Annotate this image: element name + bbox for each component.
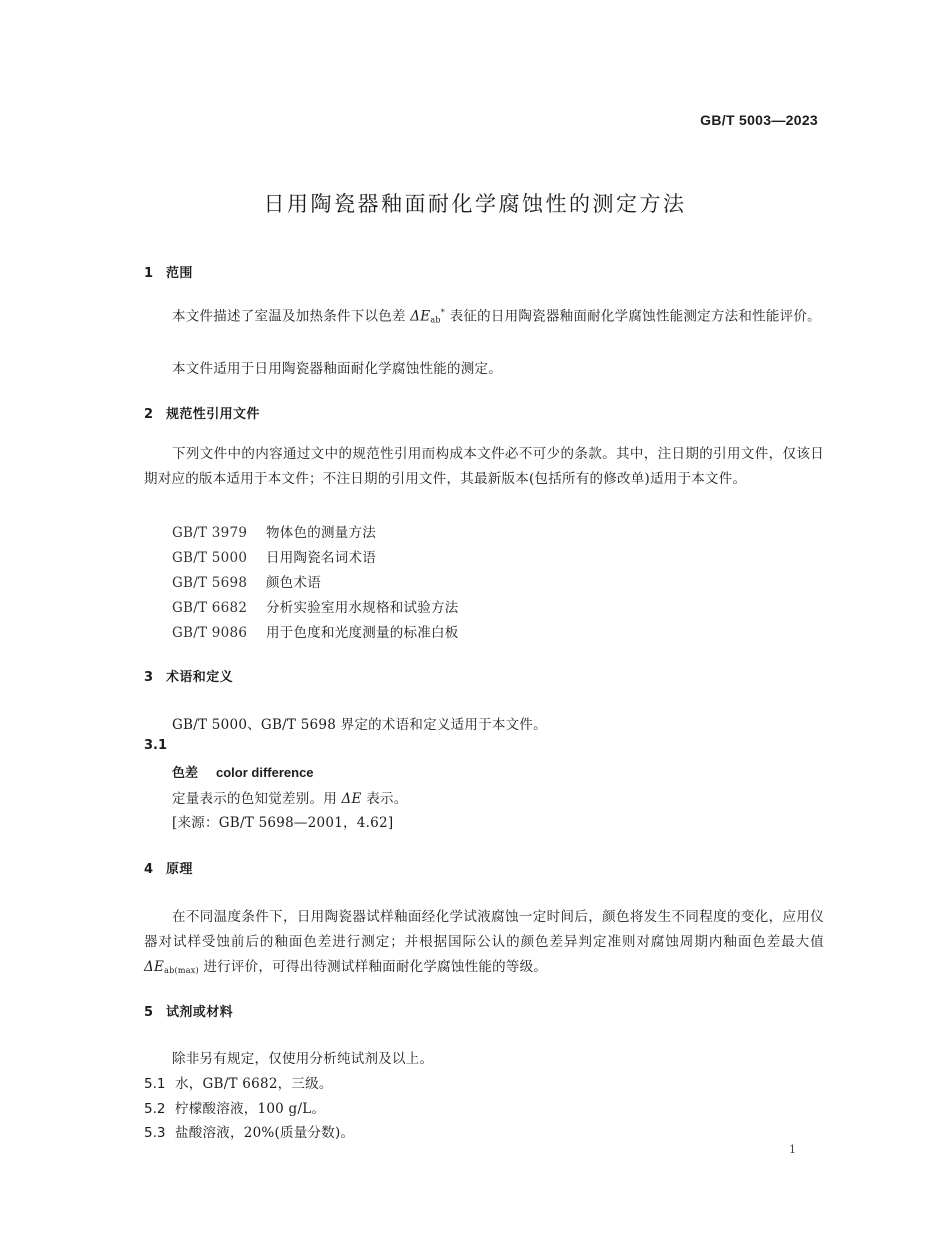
section-3-intro: GB/T 5000、GB/T 5698 界定的术语和定义适用于本文件。	[172, 717, 547, 733]
reference-code: GB/T 6682	[172, 600, 248, 616]
subscript: ab(max)	[164, 966, 199, 975]
section-3-heading	[144, 666, 233, 685]
text: 定量表示的色知觉差别。用	[172, 791, 337, 807]
reference-code: GB/T 5698	[172, 575, 248, 591]
reference-title: 分析实验室用水规格和试验方法	[266, 600, 459, 616]
section-title: 规范性引用文件	[166, 407, 260, 422]
reference-title: 颜色术语	[266, 575, 321, 591]
standard-number: GB/T 5003—2023	[700, 112, 818, 128]
term-source: [来源：GB/T 5698—2001，4.62]	[172, 815, 394, 831]
text: 表征的日用陶瓷器釉面耐化学腐蚀性能测定方法和性能评价。	[449, 308, 821, 325]
reference-code: GB/T 9086	[172, 625, 248, 641]
clause-item	[144, 1072, 333, 1092]
reference-title: 物体色的测量方法	[266, 525, 376, 541]
section-number: 4	[144, 862, 154, 877]
section-title: 范围	[166, 266, 193, 281]
reference-title: 用于色度和光度测量的标准白板	[266, 625, 459, 641]
delta-e-symbol: ΔE	[410, 308, 431, 325]
section-title: 试剂或材料	[166, 1005, 234, 1020]
section-number: 1	[144, 266, 154, 281]
normative-reference	[172, 596, 459, 616]
text: 进行评价，可得出待测试样釉面耐化学腐蚀性能的等级。	[203, 959, 548, 975]
normative-reference	[172, 621, 459, 641]
section-number: 2	[144, 407, 154, 422]
section-title: 术语和定义	[166, 670, 234, 685]
normative-reference	[172, 521, 376, 541]
clause-number: 5.3	[144, 1125, 166, 1141]
clause-item	[144, 1097, 325, 1117]
section-5-intro: 除非另有规定，仅使用分析纯试剂及以上。	[172, 1051, 434, 1067]
reference-title: 日用陶瓷名词术语	[266, 550, 376, 566]
section-5-heading	[144, 1001, 233, 1020]
subscript: ab	[430, 315, 441, 325]
text: 在不同温度条件下，日用陶瓷器试样釉面经化学试液腐蚀一定时间后，颜色将发生不同程度的变化，应用仪器对试样受蚀前后的釉面色差进行测定；并根据国际公认的颜色差异判定准则对腐蚀周期内釉面色差最大值	[144, 909, 824, 950]
section-4-heading	[144, 858, 193, 877]
term-english: color difference	[216, 765, 314, 780]
section-number: 5	[144, 1005, 154, 1020]
text: 表示。	[366, 791, 408, 807]
reference-code: GB/T 5000	[172, 550, 248, 566]
superscript: *	[440, 308, 446, 317]
term-definition	[172, 787, 407, 807]
clause-text: 水，GB/T 6682，三级。	[175, 1076, 333, 1092]
section-number: 3	[144, 670, 154, 685]
delta-e-symbol: ΔE	[341, 791, 362, 807]
clause-text: 盐酸溶液，20%(质量分数)。	[175, 1125, 355, 1141]
term-number: 3.1	[144, 738, 168, 753]
clause-text: 柠檬酸溶液，100 g/L。	[175, 1101, 326, 1117]
clause-item	[144, 1121, 354, 1141]
normative-reference	[172, 571, 321, 591]
section-title: 原理	[166, 862, 193, 877]
section-1-paragraph-2: 本文件适用于日用陶瓷器釉面耐化学腐蚀性能的测定。	[172, 361, 502, 377]
section-1-heading	[144, 262, 193, 281]
section-4-paragraph	[144, 905, 824, 983]
document-title: 日用陶瓷器釉面耐化学腐蚀性的测定方法	[263, 192, 687, 216]
section-1-paragraph-1	[144, 300, 824, 333]
clause-number: 5.1	[144, 1076, 166, 1092]
section-2-heading	[144, 403, 260, 422]
normative-reference	[172, 546, 376, 566]
reference-code: GB/T 3979	[172, 525, 248, 541]
page-number: 1	[789, 1143, 796, 1156]
term-heading	[172, 762, 314, 781]
delta-e-symbol: ΔE	[144, 959, 165, 975]
clause-number: 5.2	[144, 1101, 166, 1117]
text: 本文件描述了室温及加热条件下以色差	[172, 308, 406, 325]
term-chinese: 色差	[172, 766, 199, 781]
section-2-intro: 下列文件中的内容通过文中的规范性引用而构成本文件必不可少的条款。其中，注日期的引用文件，仅该日期对应的版本适用于本文件；不注日期的引用文件，其最新版本(包括所有的修改单)适用于本文件。	[144, 446, 824, 487]
